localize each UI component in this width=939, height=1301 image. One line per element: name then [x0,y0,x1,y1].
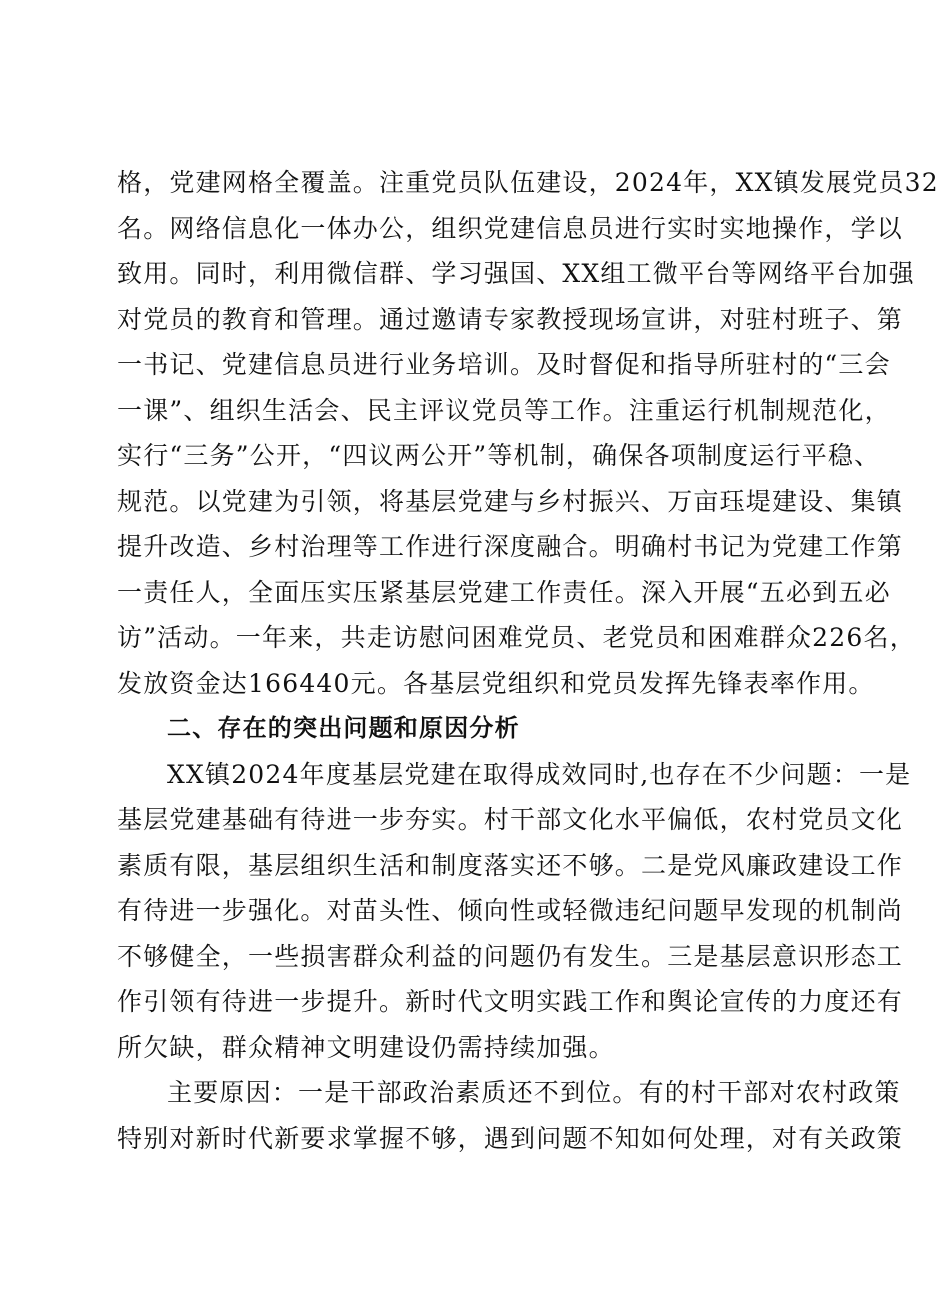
text-line: 致用。同时，利用微信群、学习强国、XX组工微平台等网络平台加强 [117,259,915,288]
text-line: 基层党建基础有待进一步夯实。村干部文化水平偏低，农村党员文化 [117,805,904,834]
text-line: 特别对新时代新要求掌握不够，遇到问题不知如何处理，对有关政策 [117,1123,904,1153]
section-heading: 二、存在的突出问题和原因分析 [167,714,520,742]
text-line: 规范。以党建为引领，将基层党建与乡村振兴、万亩珏堤建设、集镇 [117,486,904,516]
text-line: 一责任人，全面压实压紧基层党建工作责任。深入开展“五必到五必 [117,577,891,607]
text-line: 发放资金达166440元。各基层党组织和党员发挥先锋表率作用。 [117,668,875,698]
text-line: 提升改造、乡村治理等工作进行深度融合。明确村书记为党建工作第 [117,532,904,561]
document-body [117,160,939,1161]
text-line: 名。网络信息化一体办公，组织党建信息员进行实时实地操作，学以 [117,213,904,243]
text-line: 对党员的教育和管理。通过邀请专家教授现场宣讲，对驻村班子、第 [117,304,904,334]
text-line: 主要原因：一是干部政治素质还不到位。有的村干部对农村政策 [167,1078,901,1107]
text-line: 所欠缺，群众精神文明建设仍需持续加强。 [117,1032,615,1062]
text-line: 作引领有待进一步提升。新时代文明实践工作和舆论宣传的力度还有 [117,987,904,1016]
text-line: 素质有限，基层组织生活和制度落实还不够。二是党风廉政建设工作 [117,850,904,880]
text-line: 访”活动。一年来，共走访慰问困难党员、老党员和困难群众226名， [117,623,916,652]
text-line: 一书记、党建信息员进行业务培训。及时督促和指导所驻村的“三会 [117,350,891,379]
text-line: XX镇2024年度基层党建在取得成效同时,也存在不少问题：一是 [167,759,912,789]
text-line: 有待进一步强化。对苗头性、倾向性或轻微违纪问题早发现的机制尚 [117,896,904,925]
text-line: 一课”、组织生活会、民主评议党员等工作。注重运行机制规范化， [117,395,891,425]
text-line: 格，党建网格全覆盖。注重党员队伍建设，2024年，XX镇发展党员32 [117,168,939,197]
text-line: 不够健全，一些损害群众利益的问题仍有发生。三是基层意识形态工 [117,941,904,971]
text-line: 实行“三务”公开，“四议两公开”等机制，确保各项制度运行平稳、 [117,441,881,470]
